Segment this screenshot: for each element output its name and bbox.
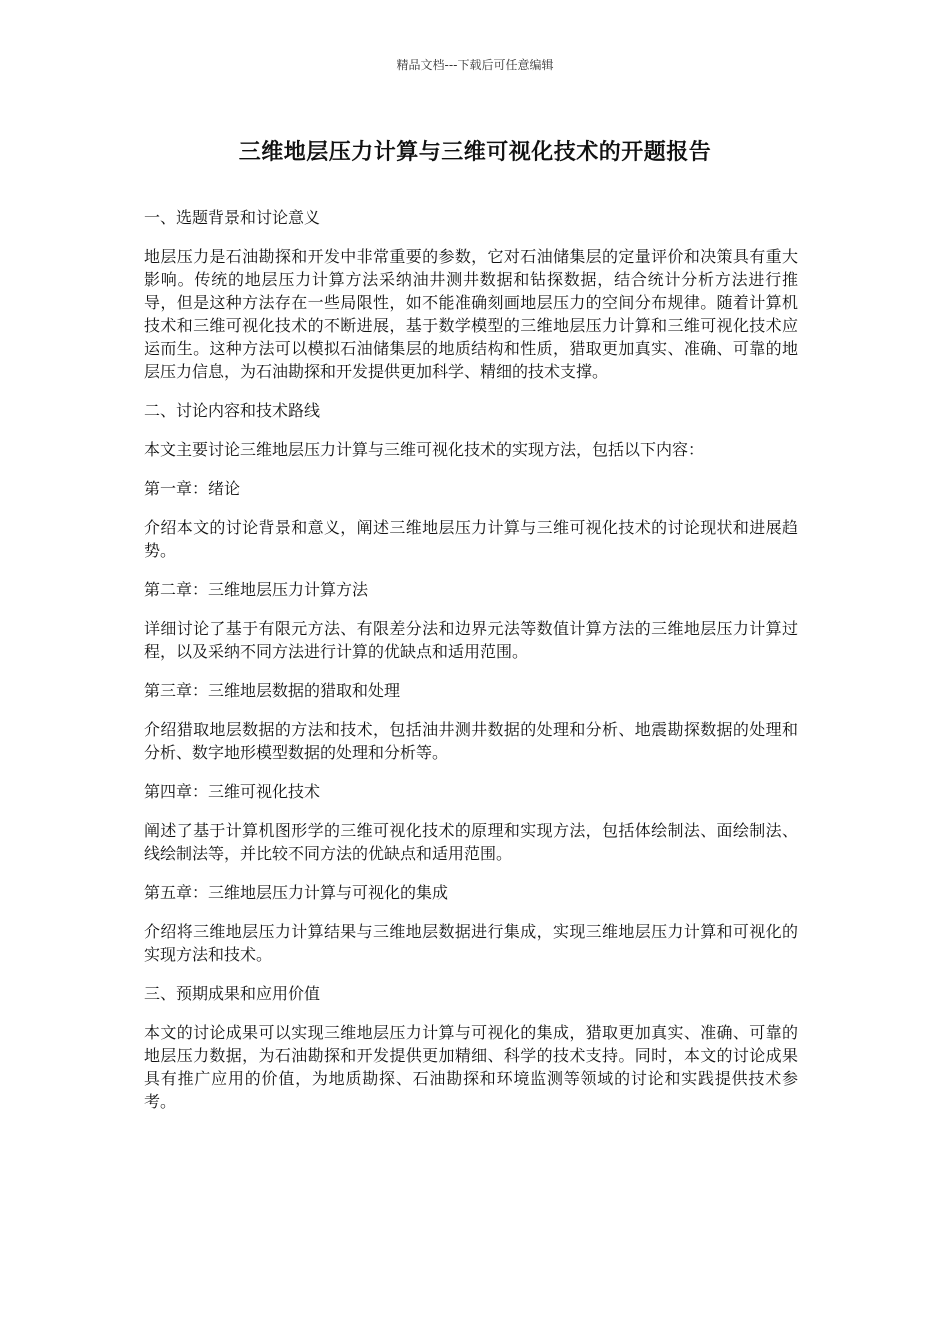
section-heading-outcomes: 三、预期成果和应用价值 <box>144 984 321 1003</box>
page-header: 精品文档---下载后可任意编辑 <box>396 58 554 72</box>
paragraph-outcomes: 本文的讨论成果可以实现三维地层压力计算与可视化的集成，猎取更加真实、准确、可靠的地层压力数据，为石油勘探和开发提供更加精细、科学的技术支持。同时，本文的讨论成果具有推广应用的价值，为地质勘探、石油勘探和环境监测等领域的讨论和实践提供技术参考。 <box>144 1023 798 1111</box>
paragraph-content-intro: 本文主要讨论三维地层压力计算与三维可视化技术的实现方法，包括以下内容： <box>144 440 705 459</box>
chapter-heading-4: 第四章：三维可视化技术 <box>144 782 321 801</box>
chapter-heading-3: 第三章：三维地层数据的猎取和处理 <box>144 681 401 700</box>
chapter-paragraph-2: 详细讨论了基于有限元方法、有限差分法和边界元法等数值计算方法的三维地层压力计算过程，以及采纳不同方法进行计算的优缺点和适用范围。 <box>144 619 798 661</box>
document-body <box>144 206 798 1129</box>
document-title: 三维地层压力计算与三维可视化技术的开题报告 <box>238 140 712 165</box>
chapter-heading-2: 第二章：三维地层压力计算方法 <box>144 580 369 599</box>
section-heading-background: 一、选题背景和讨论意义 <box>144 208 321 227</box>
chapter-paragraph-3: 介绍猎取地层数据的方法和技术，包括油井测井数据的处理和分析、地震勘探数据的处理和分析、数字地形模型数据的处理和分析等。 <box>144 720 798 762</box>
paragraph-background: 地层压力是石油勘探和开发中非常重要的参数，它对石油储集层的定量评价和决策具有重大影响。传统的地层压力计算方法采纳油井测井数据和钻探数据，结合统计分析方法进行推导，但是这种方法存在一些局限性，如不能准确刻画地层压力的空间分布规律。随着计算机技术和三维可视化技术的不断进展，基于数学模型的三维地层压力计算和三维可视化技术应运而生。这种方法可以模拟石油储集层的地质结构和性质，猎取更加真实、准确、可靠的地层压力信息，为石油勘探和开发提供更加科学、精细的技术支撑。 <box>144 247 798 381</box>
chapter-paragraph-1: 介绍本文的讨论背景和意义，阐述三维地层压力计算与三维可视化技术的讨论现状和进展趋势。 <box>144 518 798 560</box>
section-heading-content: 二、讨论内容和技术路线 <box>144 401 321 420</box>
chapter-paragraph-4: 阐述了基于计算机图形学的三维可视化技术的原理和实现方法，包括体绘制法、面绘制法、线绘制法等，并比较不同方法的优缺点和适用范围。 <box>144 821 798 863</box>
chapter-heading-5: 第五章：三维地层压力计算与可视化的集成 <box>144 883 449 902</box>
chapter-heading-1: 第一章：绪论 <box>144 479 241 498</box>
chapter-paragraph-5: 介绍将三维地层压力计算结果与三维地层数据进行集成，实现三维地层压力计算和可视化的实现方法和技术。 <box>144 922 798 964</box>
